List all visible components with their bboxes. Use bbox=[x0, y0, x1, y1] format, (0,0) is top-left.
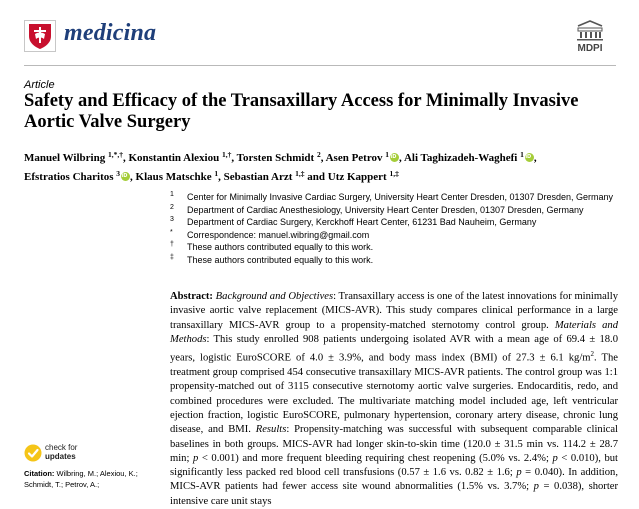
abstract-text: = 0.038), shorter intensive care unit stays bbox=[170, 481, 618, 507]
journal-name: medicina bbox=[64, 20, 157, 46]
orcid-icon[interactable] bbox=[121, 172, 130, 181]
author[interactable] bbox=[136, 171, 219, 183]
abstract-text: < 0.001) and more frequent bleeding requiring chest reopening (5.0% vs. 2.4%; bbox=[198, 452, 553, 464]
author-name: Utz Kappert bbox=[327, 171, 390, 183]
orcid-icon[interactable] bbox=[390, 153, 399, 162]
affiliation-item bbox=[170, 216, 620, 229]
author-name: Klaus Matschke bbox=[135, 171, 215, 183]
check-updates-line1: check for bbox=[45, 443, 78, 452]
author-name: Efstratios Charitos bbox=[24, 171, 117, 183]
affiliation-item bbox=[170, 229, 620, 242]
author-affiliation-marker: 1 bbox=[214, 169, 219, 178]
orcid-icon[interactable] bbox=[525, 153, 534, 162]
affiliation-item bbox=[170, 254, 620, 267]
affiliation-marker: * bbox=[170, 228, 173, 236]
author[interactable] bbox=[404, 152, 534, 164]
p-value-symbol: p bbox=[533, 481, 539, 493]
author-name: Ali Taghizadeh-Waghefi bbox=[403, 152, 521, 164]
mdpi-logo bbox=[564, 20, 616, 54]
author-name: Konstantin Alexiou bbox=[128, 152, 222, 164]
superscript: 2 bbox=[590, 350, 595, 359]
affiliation-marker: 1 bbox=[170, 191, 174, 198]
affiliation-marker: ‡ bbox=[170, 253, 174, 261]
author-list: Manuel Wilbring $^{1,*,\dagger}$, Konstantin Alexiou $^{1,\dagger}$, Torsten Schmidt $^2$, Asen Petrov $^1$iD , Ali Taghizadeh-Waghefi $^1$iD , Efstratios Charitos $^3$iD , Klaus Matschke $^1$, Sebastian Arzt $^{1,\ddagger}$ and Utz Kappert $^{1,\ddagger}$ bbox=[24, 147, 624, 185]
affiliation-text: Department of Cardiac Surgery, Kerckhoff Heart Center, 61231 Bad Nauheim, Germany bbox=[187, 217, 537, 227]
author[interactable] bbox=[328, 171, 399, 183]
author[interactable] bbox=[326, 152, 399, 164]
author[interactable] bbox=[237, 152, 321, 164]
author-affiliation-marker: 1 bbox=[520, 150, 524, 159]
affiliation-text: These authors contributed equally to this work. bbox=[187, 254, 374, 265]
affiliation-text: Center for Minimally Invasive Cardiac Surgery, University Heart Center Dresden, 01307 Dresden, Germany bbox=[187, 192, 614, 202]
affiliation-item bbox=[170, 191, 620, 204]
abstract-text: : Transaxillary access is one of the latest innovations for minimally invasive aortic valve replacement (MICS-AVR). This study compares clinical performance in a large transaxillary MICS-AVR group to a propensity-matched sternotomy control group. bbox=[170, 291, 618, 331]
author[interactable] bbox=[24, 152, 123, 164]
p-value-symbol: p bbox=[516, 467, 522, 479]
publisher-name: MDPI bbox=[577, 43, 603, 54]
citation-line: Schmidt, T.; Petrov, A.; bbox=[24, 480, 100, 489]
author-affiliation-marker: 1,‡ bbox=[295, 169, 305, 178]
journal-crest-icon bbox=[25, 21, 55, 51]
abstract-text: : This study enrolled 908 patients undergoing isolated AVR with a mean age of 69.4 ± 18.0 years, logistic EuroSCORE of 4.0 ± 3.9%, and body mass index (BMI) of 27.3 ± 6.1 kg/m bbox=[170, 333, 618, 364]
abstract-section-heading: Results bbox=[255, 424, 287, 436]
author-name: Sebastian Arzt bbox=[223, 171, 296, 183]
author-affiliation-marker: 1 bbox=[385, 150, 390, 159]
abstract-text: . The treatment group comprised 454 consecutive transaxillary MICS-AVR patients. The control group was 1:1 propensity-matched out of 3115 consecutive sternotomy aortic valve surgeries. Endocarditis, redo, and combined procedures were excluded. The multivariate matching model included age, left ventricular ejection fraction, logistic EuroSCORE, pulmonary hypertension, coronary artery disease, chronic lung disease, and BMI. bbox=[170, 352, 619, 436]
author-name: Torsten Schmidt bbox=[236, 152, 317, 164]
abstract-section-heading: Background and Objectives bbox=[215, 291, 334, 302]
affiliation-marker: 3 bbox=[170, 216, 174, 223]
affiliation-marker: † bbox=[170, 241, 174, 248]
citation-line: Wilbring, M.; Alexiou, K.; bbox=[56, 469, 138, 478]
author-name: Asen Petrov bbox=[325, 152, 386, 164]
affiliation-text: Department of Cardiac Anesthesiology, University Heart Center Dresden, 01307 Dresden, Germany bbox=[187, 204, 584, 215]
article-title: Safety and Efficacy of the Transaxillary Access for Minimally Invasive Aortic Valve Surgery bbox=[24, 91, 579, 132]
author-affiliation-marker: 2 bbox=[316, 150, 321, 159]
author-affiliation-marker: 1,‡ bbox=[389, 169, 399, 178]
p-value-symbol: p bbox=[193, 452, 199, 464]
author[interactable] bbox=[224, 171, 305, 183]
affiliation-marker: 2 bbox=[170, 203, 174, 211]
abstract-text: < 0.010), but significantly less packed red blood cell transfusions (0.57 ± 1.6 vs. 0.82 ± 1.6; bbox=[170, 452, 618, 479]
author[interactable] bbox=[128, 152, 231, 164]
affiliation-list bbox=[170, 191, 620, 266]
abstract bbox=[170, 290, 618, 509]
citation bbox=[24, 468, 164, 490]
author-affiliation-marker: 1,*,† bbox=[107, 150, 123, 159]
affiliation-text: Correspondence: manuel.wibring@gmail.com bbox=[187, 229, 370, 240]
affiliation-item bbox=[170, 204, 620, 217]
p-value-symbol: p bbox=[552, 452, 558, 464]
abstract-text: : Propensity-matching was successful with subsequent comparable clinical baselines in both groups. MICS-AVR had longer skin-to-skin time (120.0 ± 31.5 min vs. 114.2 ± 28.7 min; bbox=[170, 424, 618, 464]
author-affiliation-marker: 3 bbox=[116, 169, 121, 178]
check-updates-icon bbox=[24, 444, 42, 462]
journal-logo bbox=[24, 20, 56, 52]
header-divider bbox=[24, 65, 616, 66]
abstract-text: = 0.040). In addition, MICS-AVR patients had fewer access site wound abnormalities (1.5% vs. 3.7%; bbox=[170, 467, 618, 493]
author-affiliation-marker: 1,† bbox=[221, 150, 232, 159]
article-type: Article bbox=[24, 79, 55, 91]
author[interactable] bbox=[24, 171, 130, 183]
citation-label: Citation: bbox=[24, 469, 55, 478]
abstract-label: Abstract: bbox=[170, 291, 213, 302]
abstract-section-heading: Materials and Methods bbox=[170, 319, 618, 345]
affiliation-item bbox=[170, 241, 620, 254]
affiliation-text: These authors contributed equally to this work. bbox=[187, 242, 374, 252]
check-updates-line2: updates bbox=[45, 452, 76, 461]
author-name: Manuel Wilbring bbox=[24, 152, 108, 164]
